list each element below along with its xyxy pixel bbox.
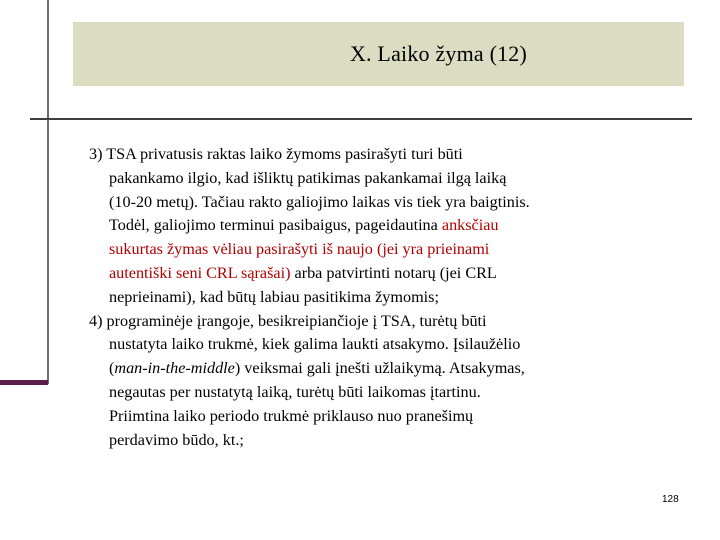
item4-line-5: Priimtina laiko periodo trukmė priklauso nuo pranešimų	[109, 406, 474, 425]
list-item-3	[89, 143, 699, 310]
item3-line-4-text: Todėl, galiojimo terminui pasibaigus, pageidautina	[109, 216, 442, 235]
item3-line-2: pakankamo ilgio, kad išliktų patikimas pakankamai ilgą laiką	[109, 168, 507, 187]
slide-body	[89, 143, 699, 452]
left-accent-bar	[0, 380, 48, 385]
item3-line-6	[89, 262, 699, 286]
highlight-text: autentiški seni CRL sąrašai)	[109, 263, 291, 282]
item4-line-2: nustatyta laiko trukmė, kiek galima laukti atsakymo. Įsilaužėlio	[109, 335, 521, 354]
title-divider	[30, 118, 692, 120]
item4-line-3	[89, 357, 699, 381]
item3-line-1: 3) TSA privatusis raktas laiko žymoms pasirašyti turi būti	[89, 145, 463, 163]
left-vertical-rule	[47, 0, 49, 384]
item3-line-7: neprieinami), kad būtų labiau pasitikima žymomis;	[109, 287, 439, 306]
item4-line-1: 4) programinėje įrangoje, besikreipiančioje į TSA, turėtų būti	[89, 311, 487, 330]
item4-line-6: perdavimo būdo, kt.;	[109, 430, 244, 449]
item4-line-3-open: (	[109, 359, 115, 378]
item3-line-4	[89, 214, 699, 238]
list-item-4	[89, 310, 699, 453]
item3-line-3: (10-20 metų). Tačiau rakto galiojimo laikas vis tiek yra baigtinis.	[109, 192, 530, 211]
title-bar	[73, 22, 684, 86]
italic-term: man-in-the-middle	[114, 359, 235, 378]
item4-line-3-rest: ) veiksmai gali įnešti užlaikymą. Atsakymas,	[234, 359, 525, 378]
page-number: 128	[662, 494, 679, 505]
item3-line-6-text: arba patvirtinti notarų (jei CRL	[290, 263, 497, 282]
item4-line-4: negautas per nustatytą laiką, turėtų būti laikomas įtartinu.	[109, 382, 481, 401]
slide-title: X. Laiko žyma (12)	[349, 41, 528, 66]
highlight-text: anksčiau	[441, 216, 499, 235]
item3-line-5-highlight: sukurtas žymas vėliau pasirašyti iš naujo (jei yra prieinami	[109, 240, 490, 259]
